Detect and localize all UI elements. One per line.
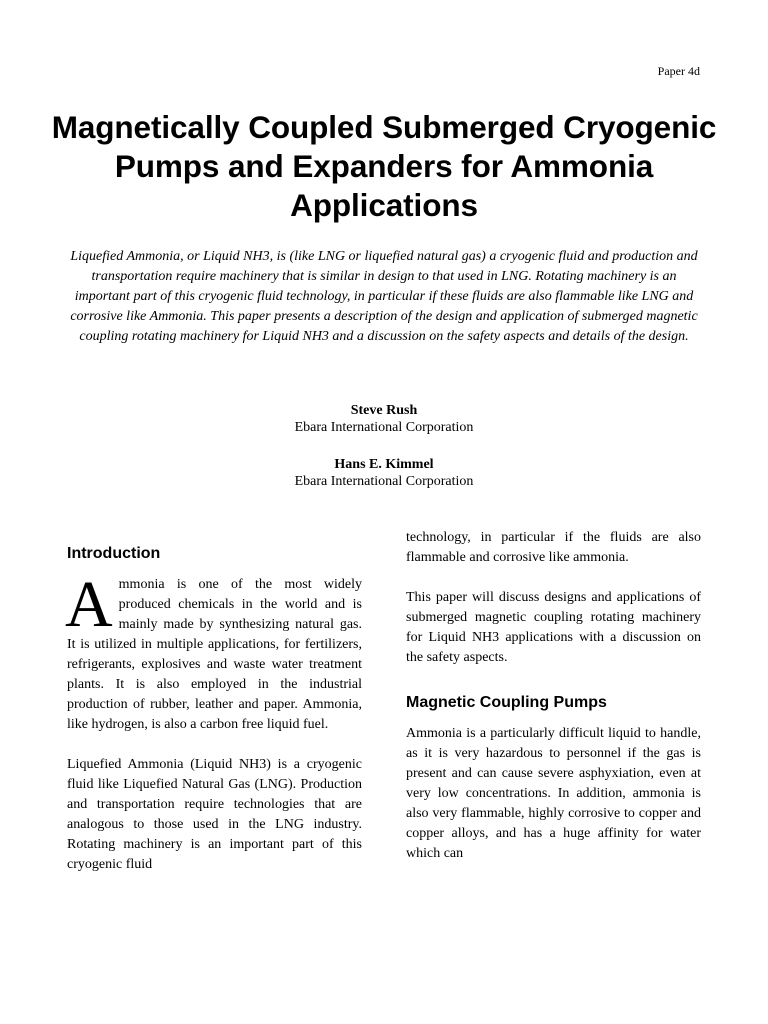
author-block (0, 402, 768, 436)
right-column (406, 528, 701, 864)
author-affiliation: Ebara International Corporation (294, 474, 474, 489)
body-paragraph: Liquefied Ammonia (Liquid NH3) is a cryogenic fluid like Liquefied Natural Gas (LNG). Production and transportation require technologies that are analogous to those used in the LNG industry. Rotating machinery is an important part of this cryogenic fluid (67, 757, 362, 872)
abstract: Liquefied Ammonia, or Liquid NH3, is (like LNG or liquefied natural gas) a cryogenic fluid and production and transportation require machinery that is similar in design to that used in LNG. Rotating machinery is an important part of this cryogenic fluid technology, in particular if these fluids are also flammable like LNG and corrosive like Ammonia. This paper presents a description of the design and application of submerged magnetic coupling rotating machinery for Liquid NH3 and a discussion on the safety aspects and details of the design. (70, 249, 698, 344)
section-heading-magnetic-coupling-pumps: Magnetic Coupling Pumps (406, 694, 607, 711)
body-paragraph: Ammonia is a particularly difficult liquid to handle, as it is very hazardous to personnel if the gas is present and can cause severe asphyxiation, even at very low concentrations. In addition, ammonia is also very flammable, highly corrosive to copper and copper alloys, and has a huge affinity for water which can (406, 726, 701, 861)
paper-number: Paper 4d (657, 64, 700, 78)
drop-cap: A (65, 568, 113, 641)
author-block (0, 456, 768, 490)
body-paragraph (65, 568, 362, 735)
paper-title: Magnetically Coupled Submerged Cryogenic Pumps and Expanders for Ammonia Applications (51, 109, 717, 223)
paragraph-text: mmonia is one of the most widely produced chemicals in the world and is mainly made by synthesizing natural gas. It is utilized in multiple applications, for fertilizers, refrigerants, explosives and waste water treatment plants. It is also employed in the industrial production of rubber, leather and paper. Ammonia, like hydrogen, is also a carbon free liquid fuel. (67, 577, 362, 732)
author-affiliation: Ebara International Corporation (294, 420, 474, 435)
body-paragraph: This paper will discuss designs and applications of submerged magnetic coupling rotating machinery for Liquid NH3 applications with a discussion on the safety aspects. (406, 590, 701, 665)
left-column (67, 538, 362, 875)
author-name: Hans E. Kimmel (334, 457, 434, 472)
body-paragraph: technology, in particular if the fluids are also flammable and corrosive like ammonia. (406, 530, 701, 565)
section-heading-introduction: Introduction (67, 545, 161, 562)
author-name: Steve Rush (350, 403, 418, 418)
